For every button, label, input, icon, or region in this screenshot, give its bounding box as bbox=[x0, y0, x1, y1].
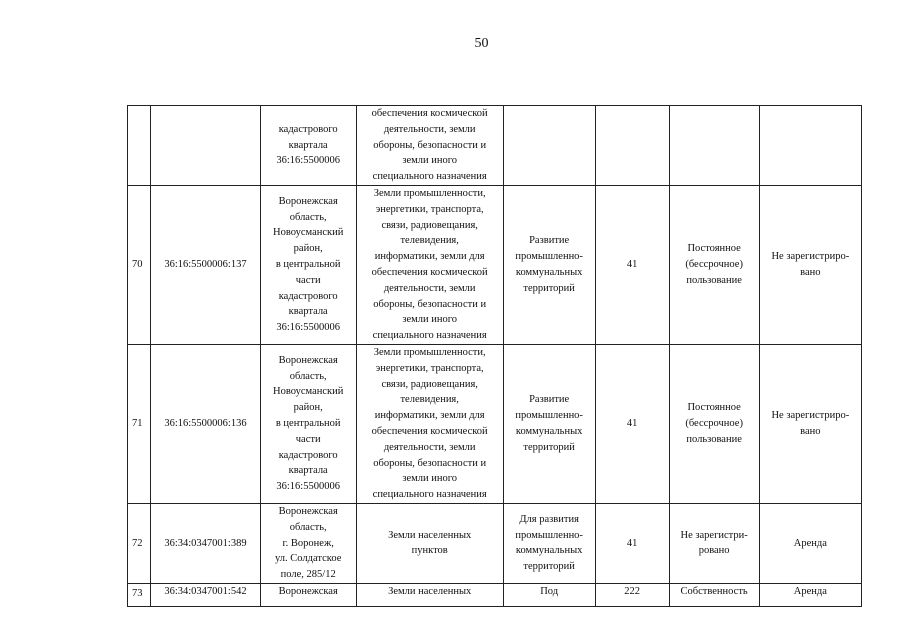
encumbrance-cell bbox=[759, 344, 861, 503]
encumbrance-text: Не зарегистриро- вано bbox=[771, 251, 850, 278]
location-text: кадастрового квартала 36:16:5500006 bbox=[276, 123, 340, 167]
encumbrance-cell bbox=[759, 106, 861, 186]
row-number-cell: 73 bbox=[128, 583, 151, 606]
right-type-cell bbox=[669, 503, 759, 583]
land-category-text: Земли промышленности, энергетики, транспорта, связи, радиовещания, телевидения, информатики, земли для обеспечения космической деятельности, земли обороны, безопасности и земли иного специального назначения bbox=[371, 346, 488, 501]
permitted-use-text: Развитие промышленно- коммунальных территорий bbox=[515, 235, 583, 294]
right-type-cell bbox=[669, 106, 759, 186]
row-number-cell: 72 bbox=[128, 503, 151, 583]
land-category-cell bbox=[356, 186, 503, 345]
permitted-use-cell bbox=[503, 344, 595, 503]
page-number: 50 bbox=[474, 36, 489, 51]
table-row bbox=[128, 106, 862, 186]
land-category-cell bbox=[356, 344, 503, 503]
land-category-cell: Земли населенных bbox=[356, 583, 503, 606]
area-cell: 41 bbox=[595, 344, 669, 503]
encumbrance-text: Аренда bbox=[793, 537, 827, 549]
cadastral-number-cell bbox=[151, 106, 260, 186]
row-number-cell: 70 bbox=[128, 186, 151, 345]
row-number-cell bbox=[128, 106, 151, 186]
row-number-cell: 71 bbox=[128, 344, 151, 503]
table-row bbox=[128, 186, 862, 345]
location-cell bbox=[260, 344, 356, 503]
permitted-use-cell bbox=[503, 106, 595, 186]
encumbrance-cell bbox=[759, 186, 861, 345]
cadastral-number-cell: 36:16:5500006:136 bbox=[151, 344, 260, 503]
location-cell bbox=[260, 503, 356, 583]
cadastral-number-cell: 36:34:0347001:542 bbox=[151, 583, 260, 606]
table-row bbox=[128, 503, 862, 583]
cadastral-number-cell: 36:16:5500006:137 bbox=[151, 186, 260, 345]
land-category-cell bbox=[356, 106, 503, 186]
encumbrance-cell bbox=[759, 503, 861, 583]
permitted-use-cell: Под bbox=[503, 583, 595, 606]
permitted-use-text: Развитие промышленно- коммунальных территорий bbox=[515, 394, 583, 453]
land-category-text: Земли промышленности, энергетики, транспорта, связи, радиовещания, телевидения, информатики, земли для обеспечения космической деятельности, земли обороны, безопасности и земли иного специального назначения bbox=[371, 188, 488, 342]
location-cell: Воронежская bbox=[260, 583, 356, 606]
right-type-text: Постоянное (бессрочное) пользование bbox=[685, 243, 743, 286]
area-cell: 41 bbox=[595, 186, 669, 345]
right-type-text: Не зарегистри- ровано bbox=[680, 529, 748, 557]
table-row bbox=[128, 583, 862, 606]
location-text: Воронежская область, г. Воронеж, ул. Солдатское поле, 285/12 bbox=[275, 505, 342, 581]
encumbrance-text: Не зарегистриро- вано bbox=[771, 410, 850, 437]
land-category-text: обеспечения космической деятельности, земли обороны, безопасности и земли иного специального назначения bbox=[371, 108, 488, 183]
permitted-use-cell bbox=[503, 186, 595, 345]
permitted-use-cell bbox=[503, 503, 595, 583]
right-type-cell: Собственность bbox=[669, 583, 759, 606]
land-category-cell bbox=[356, 503, 503, 583]
area-cell bbox=[595, 106, 669, 186]
right-type-cell bbox=[669, 344, 759, 503]
area-cell: 222 bbox=[595, 583, 669, 606]
cadastral-number-cell: 36:34:0347001:389 bbox=[151, 503, 260, 583]
land-category-text: Земли населенных пунктов bbox=[388, 529, 472, 557]
permitted-use-text: Для развития промышленно- коммунальных территорий bbox=[515, 513, 583, 573]
land-plots-table bbox=[127, 105, 862, 607]
table-row bbox=[128, 344, 862, 503]
right-type-text: Постоянное (бессрочное) пользование bbox=[685, 402, 743, 445]
encumbrance-cell: Аренда bbox=[759, 583, 861, 606]
area-cell: 41 bbox=[595, 503, 669, 583]
location-text: Воронежская область, Новоусманский район, в центральной части кадастрового квартала 36:16:5500006 bbox=[273, 195, 344, 334]
location-text: Воронежская область, Новоусманский район, в центральной части кадастрового квартала 36:16:5500006 bbox=[273, 354, 344, 493]
right-type-cell bbox=[669, 186, 759, 345]
location-cell bbox=[260, 186, 356, 345]
location-cell bbox=[260, 106, 356, 186]
